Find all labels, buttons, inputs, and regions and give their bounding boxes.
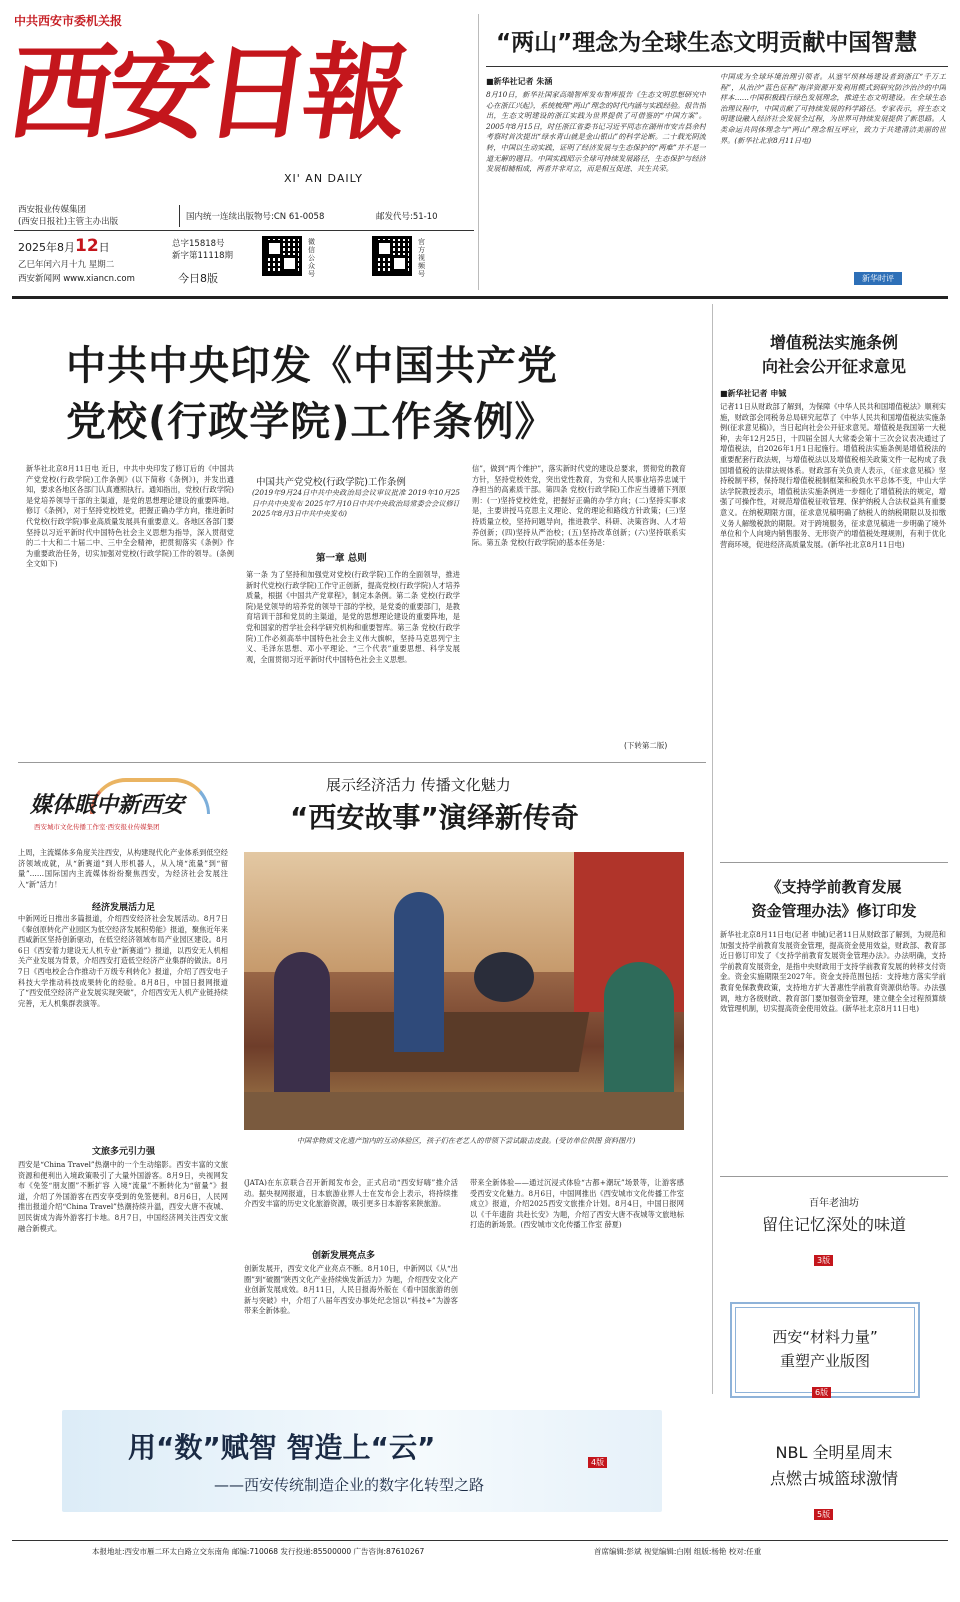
promo-materials[interactable] — [730, 1302, 920, 1398]
qr1-label: 微信公众号 — [308, 238, 315, 278]
education-story — [720, 868, 948, 1168]
media-col3-body: 带来全新体验——通过沉浸式体验“古都+潮玩”场景等，让游客感受西安文化魅力。8月6日，中国网推出《西安城市文化传播工作室成立》报道，介绍2025西安文旅推介计划。8月4日，中国日报网以《千年遗韵 共赴长安》为题，介绍了西安大唐不夜城等文旅地标打造的新场景。(西安城市文化传播工作室 薛夏) — [470, 1178, 684, 1230]
photo-caption: 中国非物质文化遗产馆内的互动体验区，孩子们在老艺人的带领下尝试敲击皮鼓。(受访单位供图 资料图片) — [296, 1136, 636, 1145]
cn-number: 国内统一连续出版物号:CN 61-0058 — [186, 212, 325, 222]
tax-byline: ■新华社记者 申铖 — [720, 389, 787, 398]
photo-drum — [474, 952, 534, 1002]
edu-body: 新华社北京8月11日电(记者 申铖)记者11日从财政部了解到，为规范和加强支持学前教育发展资金管理，提高资金使用效益，财政部、教育部近日修订印发了《支持学前教育发展资金管理办法》。办法明确，支持学前教育发展资金，是指中央财政用于支持学前教育发展的转移支付资金。资金实施期限至2027年。资金支持范围包括：支持地方落实学前教育免保教费政策，支持地方扩大普惠性学前教育资源供给等。办法强调，地方各级财政、教育部门要加强资金管理，建立健全全过程预算绩效管理机制，切实提高资金使用效益。(新华社北京8月11日电) — [720, 930, 946, 1014]
tax-body: 记者11日从财政部了解到，为保障《中华人民共和国增值税法》顺利实施，财政部会同税务总局研究起草了《中华人民共和国增值税法实施条例(征求意见稿)》，当日起向社会公开征求意见。增值税是我国第一大税种，去年12月25日，十四届全国人大常委会第十三次会议表决通过了增值税法，自2026年1月1日起施行。增值税法实施条例是增值税法的重要配套行政法规，与增值税法以及增值税相关政策文件一起构成了我国增值税的法律法规体系。财政部有关负责人表示，《征求意见稿》坚持税制平移，保持现行增值税税制框架和税负水平总体不变，中山大学法学院教授表示，增值税法实施条例进一步细化了增值税法的规定，增强了可操作性，对规范增值税征收管理、保护纳税人合法权益具有重要意义。在纳税期限方面，征求意见稿明确了纳税人的纳税期限以及扣缴义务人解缴税款的期限。对于跨境服务，征求意见稿进一步明确了境外单位和个人向境内销售服务、无形资产的增值税处理规则，有利于优化营商环境，促进经济高质量发展。(新华社北京8月11日电) — [720, 402, 946, 549]
promo-oil-mill[interactable] — [720, 1182, 948, 1282]
website[interactable]: 西安新闻网 www.xiancn.com — [18, 274, 135, 284]
promo3-line1: NBL 全明星周末 — [775, 1443, 893, 1462]
main-col2: 第一条 为了坚持和加强党对党校(行政学院)工作的全面领导，推进新时代党校(行政学院)工作守正创新，提高党校(行政学院)人才培养质量，根据《中国共产党章程》，制定本条例。第二条 党校(行政学院)是党领导的培养党的领导干部的学校，是党委的重要部门，是教育培训干部和党员的主渠道，是党的思想理论建设的重要阵地，是党和国家的哲学社会科学研究机构和重要智库。第三条 党校(行政学院)工作必须高举中国特色社会主义伟大旗帜，坚持马克思列宁主义、毛泽东思想、邓小平理论、“三个代表”重要思想、科学发展观，全面贯彻习近平新时代中国特色社会主义思想。 — [246, 570, 460, 664]
banner-page: 4版 — [588, 1457, 607, 1468]
tax-story — [720, 316, 948, 856]
chapter-title: 第一章 总则 — [316, 553, 367, 564]
photo-floor — [244, 1092, 684, 1130]
media-body-economy: 中新网近日推出多篇报道，介绍西安经济社会发展活动。8月7日《秦创原转化产业园区为低空经济发展积势能》报道，聚焦近年来西咸新区坚持创新驱动，在低空经济领域布局产业园区建设。8月6日《西安着力建设无人机专业“新赛道”》报道，以西安无人机相关产业发展为背景，介绍西安打造低空经济产业集群的做法。8月7日《西电校企合作推动千万级专利转化》报道，介绍了西安电子科技大学推动科技成果转化的经验。8月8日，中国日报网报道了“西安低空经济产业发展实现突破”，介绍西安无人机产业链持续完善，无人机集群表演等。 — [18, 914, 228, 1008]
main-doc-column — [246, 464, 462, 754]
promo2-page: 6版 — [812, 1387, 831, 1398]
publisher-sub: (西安日报社)主管主办出版 — [18, 217, 119, 227]
media-body-tourism: 西安是“China Travel”热潮中的一个生动缩影。西安丰富的文旅资源和便利出入境政策吸引了大量外国游客。8月9日，央视网发布《免签“朋友圈”不断扩容 入境“流量”不断转化为“留量”》报道，介绍了外国游客在西安享受到的免签便利。8月6日，人民网推出报道介绍“China Travel”热潮持续升温，西安大唐不夜城、回民街成为海外游客打卡地。8月7日，中国经济网关注西安文旅融合新模式。 — [18, 1160, 228, 1233]
issue-date: 2025年8月12日 — [18, 236, 110, 256]
promo3-line2: 点燃古城篮球激情 — [769, 1469, 898, 1488]
top-story-headline[interactable]: “两山”理念为全球生态文明贡献中国智慧 — [496, 30, 918, 56]
media-lead: 上周，主流媒体多角度关注西安，从构建现代化产业体系到低空经济领域成就，从“新赛道”到人形机器人，从入境“流量”到“留量”……国际国内主流媒体纷纷聚焦西安，为经济社会发展注入“新”活力！ — [18, 848, 228, 889]
masthead — [1, 8, 474, 288]
promo-nbl[interactable] — [720, 1424, 948, 1524]
banner-headline: 用“数”赋智 智造上“云” — [128, 1431, 436, 1464]
promo2-line1: 西安“材料力量” — [772, 1328, 878, 1346]
media-kicker: 展示经济活力 传播文化魅力 — [326, 776, 511, 794]
party-line: 中共西安市委机关报 — [14, 14, 123, 28]
promo1-kicker: 百年老油坊 — [809, 1198, 859, 1209]
page-count: 今日8版 — [178, 272, 218, 285]
media-body-innovation: 创新发展开，西安文化产业亮点不断。8月10日，中新网以《从“出圈”到“破圈”陕西文化产业持续焕发新活力》为题，介绍西安文化产业创新发展成效。8月11日，人民日报海外版在《看中国旅游的创新与突破》中，介绍了八届年西安办事处纪念馆以“科技+”为游客带来全新体验。 — [244, 1264, 458, 1316]
xinhua-badge[interactable]: 新华时评 — [854, 272, 902, 285]
qr2-label: 官方视频号 — [418, 238, 425, 278]
wechat-qr-code[interactable] — [262, 236, 302, 276]
media-section-innovation: 创新发展亮点多 — [312, 1251, 376, 1261]
date-day: 12 — [75, 236, 99, 256]
photo-person-center — [394, 892, 444, 1052]
main-headline-line1[interactable]: 中共中央印发《中国共产党 — [66, 343, 558, 389]
publisher — [18, 204, 118, 228]
video-channel-qr-code[interactable] — [372, 236, 412, 276]
top-story-byline: ■新华社记者 朱涵 — [486, 77, 553, 86]
main-headline-line2[interactable]: 党校(行政学院)工作条例》 — [66, 399, 556, 445]
main-lead: 新华社北京8月11日电 近日，中共中央印发了修订后的《中国共产党党校(行政学院)工作条例》(以下简称《条例》)，并发出通知，要求各地区各部门认真遵照执行。通知指出，党校(行政学院)是党培养领导干部的主渠道，是党的思想理论建设的重要阵地。修订《条例》，对于坚持党校姓党，把握正确办学方向，推进新时代党校(行政学院)事业高质量发展具有重要意义。各地区各部门要坚持以习近平新时代中国特色社会主义思想为指导，深入贯彻党的二十大和二十届二中、三中全会精神，把贯彻落实《条例》作为重要政治任务，切实加强对党校(行政学院)工作的领导。(条例全文如下) — [26, 464, 234, 569]
media-section-tourism: 文旅多元引力强 — [92, 1147, 156, 1157]
edu-headline-line1[interactable]: 《支持学前教育发展 — [766, 878, 902, 896]
publisher-name: 西安报业传媒集团 — [18, 205, 87, 215]
postal-code: 邮发代号:51-10 — [376, 212, 438, 222]
news-photo[interactable] — [244, 852, 684, 1130]
tax-headline-line1[interactable]: 增值税法实施条例 — [769, 333, 898, 352]
media-logo-sub: 西安城市文化传播工作室·西安报业传媒集团 — [34, 823, 160, 831]
promo2-line2: 重塑产业版图 — [779, 1352, 870, 1370]
media-section-economy: 经济发展活力足 — [92, 903, 156, 913]
main-col3: 信”，做到“两个维护”，落实新时代党的建设总要求，贯彻党的教育方针，坚持党校姓党，突出党性教育，为党和人民事业培养忠诚干净担当的高素质干部。第四条 党校(行政学院)工作应当遵循下列原则：(一)坚持党校姓党，把握好正确的办学方向；(二)坚持实事求是，主要讲授马克思主义理论、党的理论和路线方针政策；(三)坚持质量立校，坚持问题导向，推进教学、科研、决策咨询、人才培养创新；(四)坚持从严治校；(五)坚持改革创新；(六)坚持联系实际。第五条 党校(行政学院)的基本任务是： — [472, 464, 686, 548]
tax-headline-line2[interactable]: 向社会公开征求意见 — [761, 357, 906, 376]
footer-address: 本报地址:西安市雁二环太白路立交东南角 邮编:710068 发行投递:85500000 广告咨询:87610267 — [92, 1547, 425, 1556]
masthead-title: 西安日報 — [1, 31, 411, 154]
media-headline[interactable]: “西安故事”演绎新传奇 — [290, 801, 579, 834]
continued-note[interactable]: (下转第二版) — [624, 741, 668, 750]
top-story-col2: 中国成为全球环境治理引领者。从塞罕坝林场建设者到浙江“千万工程”，从治沙“蓝色征程”海洋资源开发利用模式到研究防沙治沙的中国样本……中国积极践行绿色发展理念，推进生态文明建设。在全球生态治理议程中，中国贡献了可持续发展的科学路径。专家表示，将生态文明建设融入经济社会发展全过程，为世界可持续发展提供了新思路。人类命运共同体理念与“两山”理念相互呼应，致力于共建清洁美丽的世界。(新华社北京8月11日电) — [720, 72, 946, 145]
top-story-col1: 8月10日，新华社国家高端智库发布智库报告《生态文明思想研究中心在浙江兴起》，系统梳理“两山”理念的时代内涵与实践经验。报告指出，生态文明建设的浙江实践为世界提供了可借鉴的“中国方案”。2005年8月15日，时任浙江省委书记习近平同志在湖州市安吉县余村考察时首次提出“绿水青山就是金山银山”的科学论断。二十载光阴流转，中国以生动实践，证明了经济发展与生态保护的“两难”并不是一道无解的题目。中国实践昭示全球可持续发展路径，生态保护与经济发展相辅相成，两者并非对立，而是相互促进、共生共荣。 — [486, 90, 706, 174]
regulation-title: 中国共产党党校(行政学院)工作条例 — [256, 477, 406, 488]
photo-person-right — [604, 962, 674, 1112]
promo3-page: 5版 — [814, 1509, 833, 1520]
top-story — [486, 10, 948, 290]
main-story — [18, 300, 702, 760]
promo1-title: 留住记忆深处的味道 — [761, 1215, 906, 1234]
masthead-subtitle: XI' AN DAILY — [284, 172, 363, 185]
edu-headline-line2[interactable]: 资金管理办法》修订印发 — [751, 902, 917, 920]
photo-table — [319, 1012, 590, 1072]
footer-editors: 首席编辑:彭斌 视觉编辑:白刚 组版:杨艳 校对:任重 — [594, 1547, 762, 1556]
lunar-date: 乙巳年闰六月十九 星期二 — [18, 260, 115, 270]
media-column-logo — [30, 778, 220, 838]
issue-numbers: 总字15818号 新字第11118期 — [172, 239, 234, 261]
media-col2-body: (JATA)在东京联合召开新闻发布会，正式启动“西安好嗨”推介活动。据央视网报道，日本旅游业界人士在发布会上表示，将持续推介西安丰富的历史文化旅游资源，吸引更多日本游客来陕旅游。 — [244, 1178, 458, 1209]
media-logo-text: 媒体眼中新西安 — [30, 792, 185, 818]
promo1-page: 3版 — [814, 1255, 833, 1266]
regulation-note: (2019年9月24日中共中央政治局会议审议批准 2019年10月25日中共中央发布 2025年7月10日中共中央政治局常委会会议修订 2025年8月3日中共中央发布) — [252, 488, 460, 519]
banner-sub: ——西安传统制造企业的数字化转型之路 — [214, 1476, 485, 1494]
bottom-banner[interactable] — [62, 1410, 662, 1512]
